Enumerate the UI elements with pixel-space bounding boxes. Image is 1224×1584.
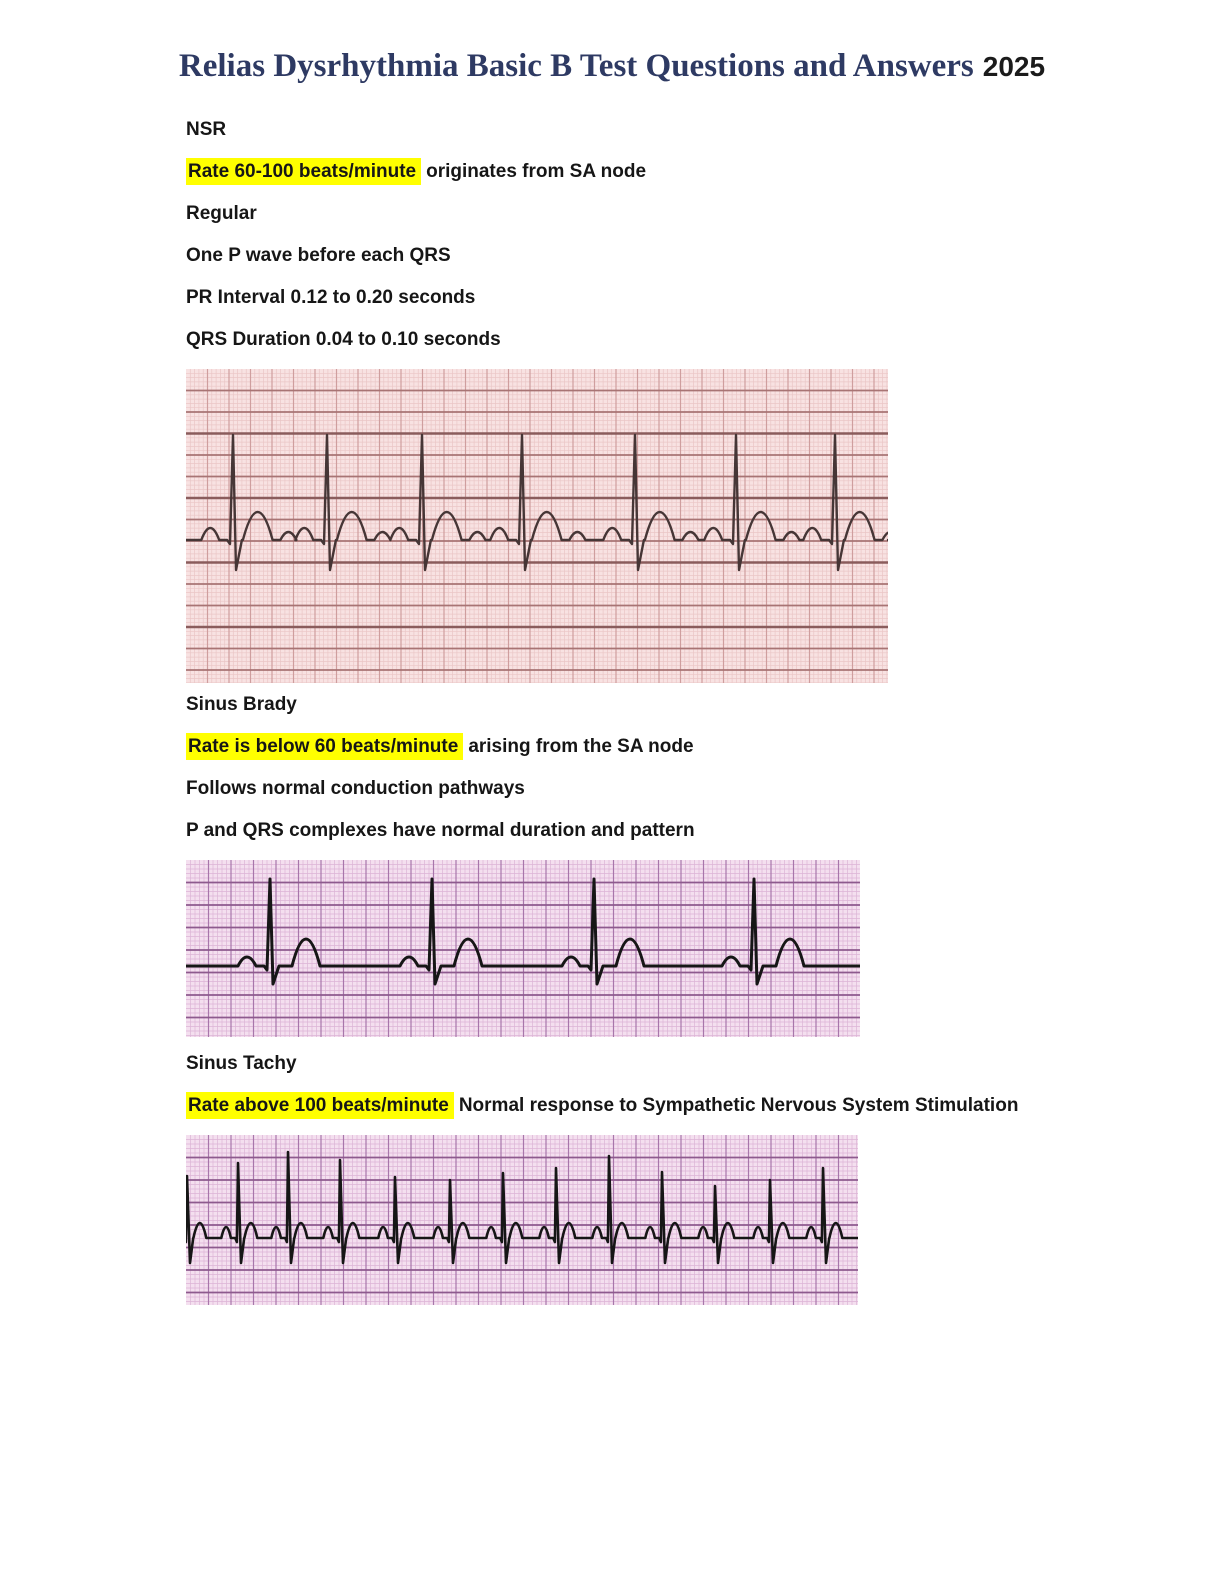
text-line [186,734,860,760]
text-line: PR Interval 0.12 to 0.20 seconds [186,287,476,308]
text-line: Follows normal conduction pathways [186,778,525,799]
line-text: arising from the SA node [468,736,694,757]
line-text: originates from SA node [426,161,647,182]
section-heading: Sinus Brady [186,694,297,715]
ecg-strip-sinus-brady [186,860,860,1037]
page-title: Relias Dysrhythmia Basic B Test Questions and Answers [178,48,974,84]
text-line: P and QRS complexes have normal duration and pattern [186,820,695,841]
text-line: One P wave before each QRS [186,245,451,266]
section-sinus-brady [186,692,860,1037]
text-line: Regular [186,203,257,224]
line-text: Normal response to Sympathetic Nervous System Stimulation [458,1095,1019,1116]
section-sinus-tachy [186,1051,1018,1305]
document-header [0,48,1224,85]
text-line: QRS Duration 0.04 to 0.10 seconds [186,329,501,350]
section-heading: Sinus Tachy [186,1053,297,1074]
highlighted-text: Rate is below 60 beats/minute [186,733,463,760]
ecg-strip-sinus-tachy [186,1135,1018,1305]
text-line [186,1093,1018,1119]
ecg-strip-nsr [186,369,888,683]
section-nsr [186,117,888,683]
highlighted-text: Rate above 100 beats/minute [186,1092,454,1119]
highlighted-text: Rate 60-100 beats/minute [186,158,421,185]
section-heading: NSR [186,119,227,140]
page-title-year: 2025 [982,51,1046,82]
text-line [186,159,888,185]
